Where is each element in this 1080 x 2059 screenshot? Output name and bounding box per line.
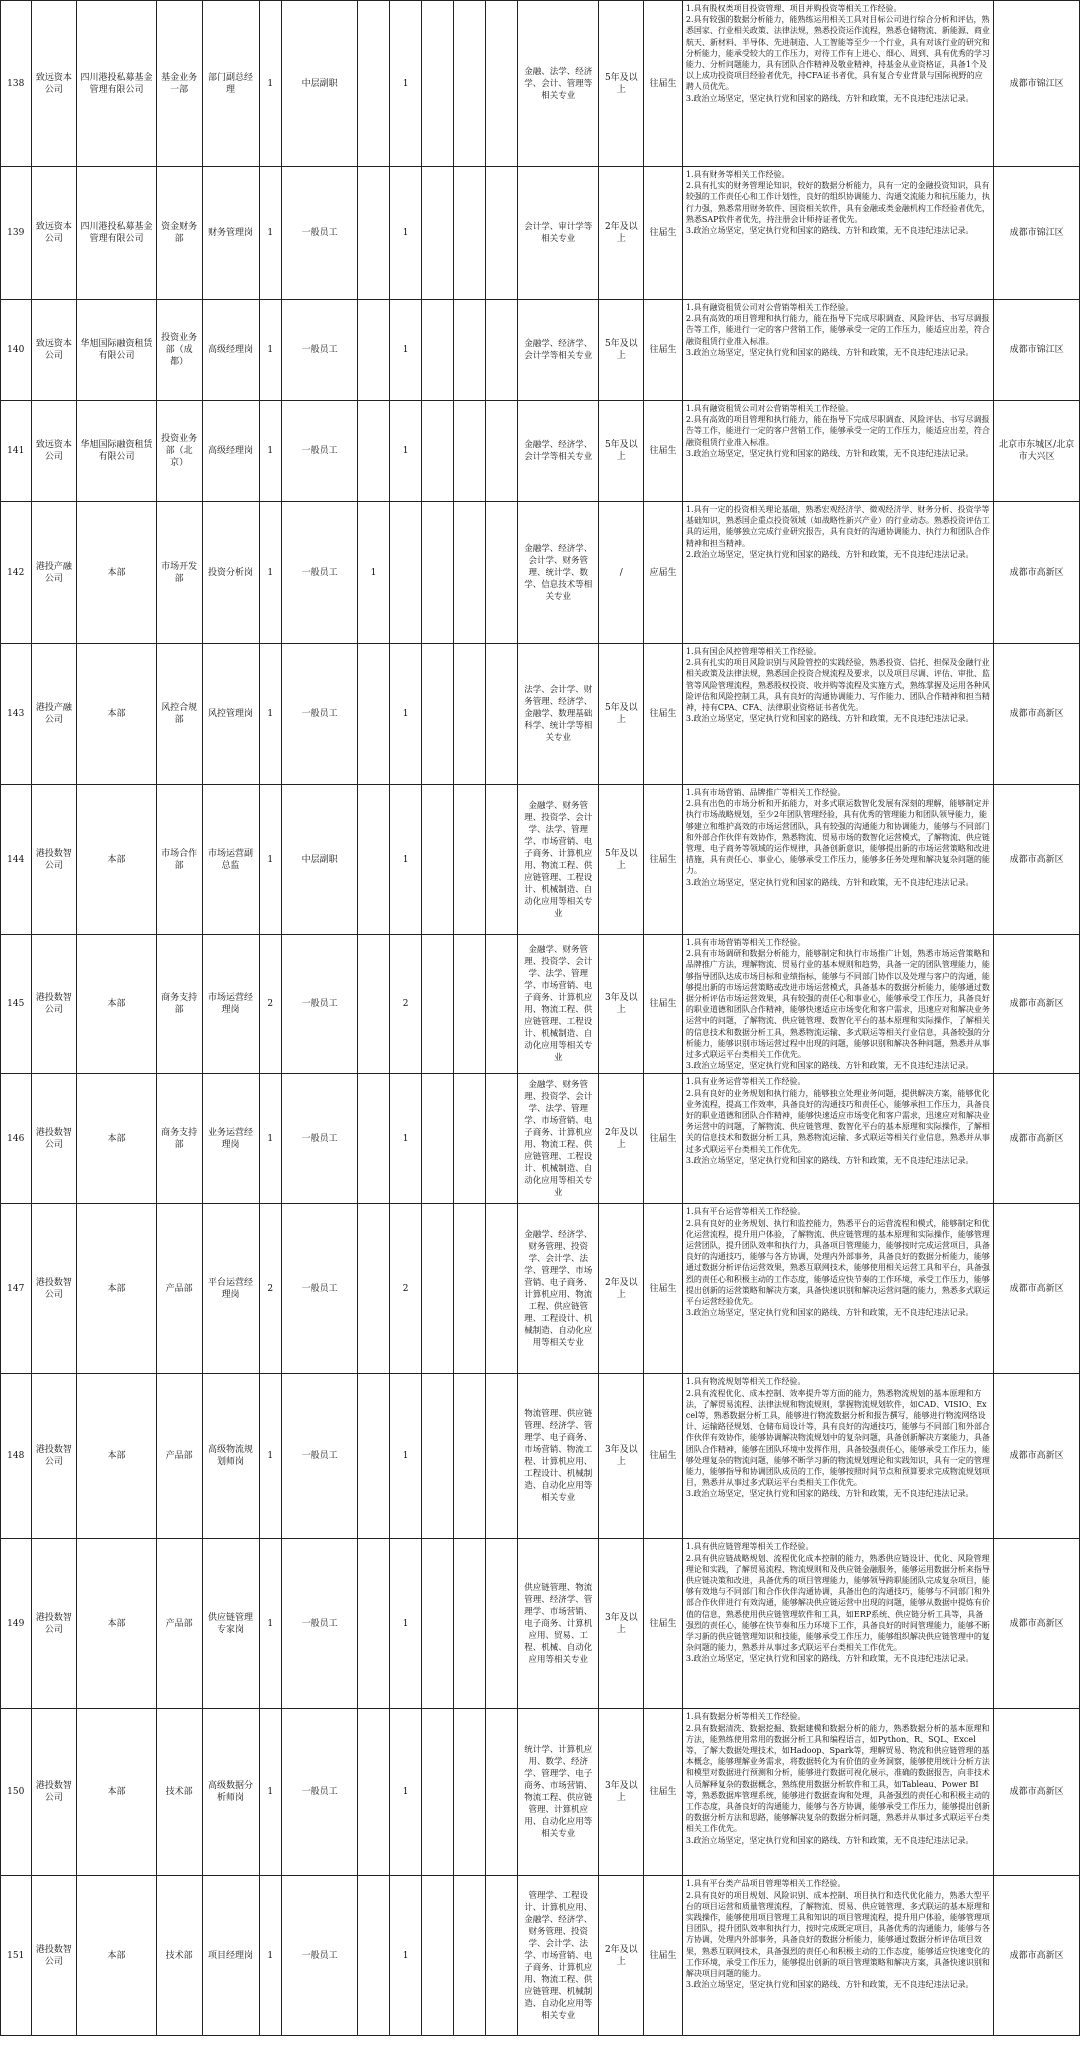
job-level: 一般员工 [281, 401, 357, 502]
work-location: 成都市高新区 [994, 1374, 1080, 1539]
requirement-line: 3.政治立场坚定，坚定执行党和国家的路线、方针和政策，无不良违纪违法记录。 [685, 1155, 974, 1165]
major-requirement: 金融学、财务管理、投资学、会计学、法学、管理学、市场营销、电子商务、计算机应用、物流工程、供应链管理、工程设计、机械制造、自动化应用等相关专业 [518, 785, 599, 935]
unit-name: 港投数智公司 [31, 935, 77, 1074]
table-row [1, 401, 1080, 502]
hire-count: 1 [259, 167, 281, 300]
job-requirements [682, 1876, 993, 2036]
count-col-2: 2 [389, 935, 422, 1074]
requirement-line: 1.具有供应链管理等相关工作经验。 [685, 1542, 814, 1552]
count-col-2: 1 [389, 644, 422, 785]
count-col-1 [358, 401, 390, 502]
graduate-type: 往届生 [644, 1539, 683, 1709]
department: 投资业务部（北京） [156, 401, 202, 502]
work-location: 成都市高新区 [994, 785, 1080, 935]
experience-requirement: 5年及以上 [599, 644, 644, 785]
requirement-line: 2.具有供应链战略规划、流程优化成本控制的能力，熟悉供应链设计、优化、风险管理理论和实践，了解贸易流程、物流规则和及供应链金融服务，能够运用数据分析来指导供应链决策和改进，具备优秀的项目管理能力，能够领导跨职能团队完成复杂项目，能够有效地与不同部门和合作伙伴沟通协调，具备出色的沟通技巧，能够与不同部门和外部合作伙伴进行有效沟通，能够解决供应链运营中出现的问题，能够从数据中提炼有价值的信息，熟悉使用供应链管理软件和工具，如ERP系统、供应链分析工具等，具备强烈的责任心，能够在快节奏和压力环境下工作，具备良好的时间管理能力，能够不断学习新的供应链管理知识和技能，能够承受工作压力，能够组织解决供应链管理中的复杂问题的能力，熟悉并从事过多式联运平台类相关工作优先。 [685, 1553, 990, 1653]
requirement-line: 3.政治立场坚定，坚定执行党和国家的路线、方针和政策，无不良违纪违法记录。 [685, 93, 974, 103]
position-name: 市场运营经理岗 [202, 935, 259, 1074]
row-number: 144 [1, 785, 32, 935]
requirement-line: 2.具有良好的业务规划、执行和监控能力，熟悉平台的运营流程和模式，能够制定和优化运营流程，提升用户体验，了解物流、供应链管理的基本原理和实际操作，能够管理运营团队，提升团队效率和执行力，具备项目管理能力，能够按时完成运营项目，具备良好的沟通技巧，能够与各方协调，处理内外部事务，具备良好的数据分析能力，能够通过数据分析评估运营效果，熟悉互联网技术，能够使用相关运营工具和平台，具备强烈的责任心和积极主动的工作态度，能够适应快节奏的工作环境，承受工作压力，能够提出创新的运营策略和解决方案，具备快速识别和解决运营问题的能力，熟悉多式联运平台运营经验优先。 [685, 1218, 990, 1307]
work-location: 成都市高新区 [994, 1709, 1080, 1876]
count-col-4 [453, 167, 486, 300]
row-number: 139 [1, 167, 32, 300]
count-col-4 [453, 401, 486, 502]
count-col-3 [422, 300, 454, 401]
graduate-type: 往届生 [644, 1374, 683, 1539]
graduate-type: 往届生 [644, 935, 683, 1074]
hire-count: 1 [259, 1, 281, 167]
requirement-line: 1.具有一定的投资相关理论基础，熟悉宏观经济学、微观经济学、财务分析、投资学等基础知识，熟悉国企重点投资领域（如战略性新兴产业）的行业动态。熟悉投资评估工具的运用，能够独立完成行业研究报告，具有良好的沟通协调能力、执行力和团队合作精神和担当精神。 [685, 505, 990, 548]
count-col-3 [422, 401, 454, 502]
table-row [1, 1374, 1080, 1539]
count-col-3 [422, 1074, 454, 1204]
count-col-1 [358, 1539, 390, 1709]
job-level: 一般员工 [281, 935, 357, 1074]
unit-name: 港投产融公司 [31, 644, 77, 785]
requirement-line: 3.政治立场坚定，坚定执行党和国家的路线、方针和政策，无不良违纪违法记录。 [685, 448, 974, 458]
count-col-4 [453, 502, 486, 644]
experience-requirement: 2年及以上 [599, 1204, 644, 1374]
table-row [1, 1876, 1080, 2036]
work-location: 成都市高新区 [994, 1204, 1080, 1374]
department: 产品部 [156, 1204, 202, 1374]
requirement-line: 3.政治立场坚定，坚定执行党和国家的路线、方针和政策，无不良违纪违法记录。 [685, 1308, 974, 1318]
row-number: 146 [1, 1074, 32, 1204]
department: 产品部 [156, 1539, 202, 1709]
count-col-5 [486, 1, 518, 167]
job-requirements [682, 401, 993, 502]
job-requirements [682, 785, 993, 935]
work-location: 成都市锦江区 [994, 300, 1080, 401]
requirement-line: 1.具有财务等相关工作经验。 [685, 170, 790, 179]
count-col-2: 1 [389, 1, 422, 167]
work-location: 成都市高新区 [994, 935, 1080, 1074]
job-level: 一般员工 [281, 1204, 357, 1374]
requirement-line: 3.政治立场坚定，坚定执行党和国家的路线、方针和政策，无不良违纪违法记录。 [685, 1654, 974, 1664]
count-col-1 [358, 167, 390, 300]
count-col-1 [358, 644, 390, 785]
row-number: 143 [1, 644, 32, 785]
experience-requirement: 3年及以上 [599, 1539, 644, 1709]
count-col-3 [422, 644, 454, 785]
hire-count: 1 [259, 785, 281, 935]
unit-name: 港投数智公司 [31, 1709, 77, 1876]
position-name: 高级经理岗 [202, 401, 259, 502]
table-row [1, 300, 1080, 401]
company-name: 本部 [77, 1539, 156, 1709]
requirement-line: 1.具有业务运营等相关工作经验。 [685, 1077, 806, 1087]
major-requirement: 金融学、经济学、会计学等相关专业 [518, 300, 599, 401]
job-requirements [682, 1, 993, 167]
requirement-line: 3.政治立场坚定，坚定执行党和国家的路线、方针和政策，无不良违纪违法记录。 [685, 1489, 974, 1499]
job-requirements [682, 1204, 993, 1374]
hire-count: 1 [259, 502, 281, 644]
job-requirements [682, 1374, 993, 1539]
department: 产品部 [156, 1374, 202, 1539]
count-col-4 [453, 1, 486, 167]
count-col-2 [389, 502, 422, 644]
experience-requirement: 2年及以上 [599, 1074, 644, 1204]
requirement-line: 3.政治立场坚定，坚定执行党和国家的路线、方针和政策，无不良违纪违法记录。 [685, 226, 974, 236]
job-level: 一般员工 [281, 1074, 357, 1204]
graduate-type: 往届生 [644, 167, 683, 300]
hire-count: 1 [259, 1539, 281, 1709]
row-number: 141 [1, 401, 32, 502]
company-name: 本部 [77, 1709, 156, 1876]
count-col-4 [453, 644, 486, 785]
position-name: 财务管理岗 [202, 167, 259, 300]
requirement-line: 3.政治立场坚定，坚定执行党和国家的路线、方针和政策，无不良违纪违法记录。 [685, 877, 974, 887]
job-requirements [682, 644, 993, 785]
company-name: 本部 [77, 644, 156, 785]
row-number: 149 [1, 1539, 32, 1709]
count-col-5 [486, 785, 518, 935]
department: 市场合作部 [156, 785, 202, 935]
position-name: 业务运营经理岗 [202, 1074, 259, 1204]
count-col-2: 1 [389, 1876, 422, 2036]
count-col-4 [453, 1204, 486, 1374]
unit-name: 港投数智公司 [31, 1876, 77, 2036]
count-col-3 [422, 167, 454, 300]
department: 商务支持部 [156, 1074, 202, 1204]
graduate-type: 往届生 [644, 1074, 683, 1204]
company-name: 本部 [77, 1374, 156, 1539]
job-requirements [682, 502, 993, 644]
major-requirement: 金融学、财务管理、投资学、会计学、法学、管理学、市场营销、电子商务、计算机应用、物流工程、供应链管理、工程设计、机械制造、自动化应用等相关专业 [518, 935, 599, 1074]
position-name: 风控管理岗 [202, 644, 259, 785]
row-number: 150 [1, 1709, 32, 1876]
company-name: 本部 [77, 502, 156, 644]
count-col-1 [358, 1374, 390, 1539]
graduate-type: 应届生 [644, 502, 683, 644]
hire-count: 1 [259, 1374, 281, 1539]
requirement-line: 2.具有流程优化、成本控制、效率提升等方面的能力，熟悉物流规划的基本原理和方法，了解贸易流程、法律法规和物流规则，掌握物流规划软件，如CAD、VISIO、Excel等，熟悉数据分析工具，能够进行物流数据分析和报告撰写，能够进行物流网络设计、运输路径规划、仓储布局设计等，具有良好的沟通技巧，能够与不同部门和外部合作伙伴有效协作，能够协调解决物流规划中的复杂问题，具备创新解决方案能力，具备团队合作精神，能够在团队环境中发挥作用，具备较强责任心，能够承受工作压力，能够处理复杂的物流问题，能够不断学习新的物流规划理论和实践知识，具有一定的管理能力，能够指导和协调团队成员的工作，能够按照时间节点和预算要求完成物流规划项目，熟悉并从事过多式联运平台类相关工作优先。 [685, 1388, 990, 1488]
count-col-3 [422, 935, 454, 1074]
job-requirements [682, 167, 993, 300]
count-col-2: 1 [389, 300, 422, 401]
table-row [1, 502, 1080, 644]
job-level: 中层副职 [281, 785, 357, 935]
experience-requirement: 2年及以上 [599, 167, 644, 300]
count-col-4 [453, 1539, 486, 1709]
department: 基金业务一部 [156, 1, 202, 167]
job-level: 一般员工 [281, 1876, 357, 2036]
unit-name: 致远资本公司 [31, 167, 77, 300]
graduate-type: 往届生 [644, 1204, 683, 1374]
unit-name: 港投数智公司 [31, 1074, 77, 1204]
work-location: 成都市高新区 [994, 1074, 1080, 1204]
department: 风控合规部 [156, 644, 202, 785]
hire-count: 1 [259, 1709, 281, 1876]
count-col-1 [358, 300, 390, 401]
count-col-4 [453, 300, 486, 401]
count-col-1 [358, 1204, 390, 1374]
position-name: 高级物流规划师岗 [202, 1374, 259, 1539]
department: 市场开发部 [156, 502, 202, 644]
hire-count: 1 [259, 1876, 281, 2036]
unit-name: 港投数智公司 [31, 1539, 77, 1709]
row-number: 148 [1, 1374, 32, 1539]
requirement-line: 1.具有股权类项目投资管理、项目并购投资等相关工作经验。 [685, 4, 902, 13]
position-name: 部门副总经理 [202, 1, 259, 167]
table-body [1, 1, 1080, 2036]
position-name: 高级经理岗 [202, 300, 259, 401]
requirement-line: 1.具有市场营销、品牌推广等相关工作经验。 [685, 788, 846, 797]
count-col-1 [358, 1709, 390, 1876]
count-col-5 [486, 1709, 518, 1876]
major-requirement: 会计学、审计学等相关专业 [518, 167, 599, 300]
requirement-line: 2.具有扎实的项目风险识别与风险管控的实践经验，熟悉投资、信托、担保及金融行业相关政策及法律法规，熟悉国企投资合规流程及要求，以及项目尽调、评估、审批、监管等风险管理流程，熟悉股权投资、收并购等流程及实施方式，熟练掌握及运用各种风险评估和风险控制工具，具有良好的沟通协调能力、写作能力、团队合作精神和担当精神，持有CPA、CFA、法律职业资格证书者优先。 [685, 658, 990, 713]
job-requirements [682, 1074, 993, 1204]
company-name: 四川港投私募基金管理有限公司 [77, 167, 156, 300]
table-row [1, 644, 1080, 785]
requirement-line: 1.具有数据分析等相关工作经验。 [685, 1712, 806, 1722]
job-level: 一般员工 [281, 502, 357, 644]
major-requirement: 统计学、计算机应用、数学、经济学、管理学、电子商务、市场营销、物流工程、供应链管理、计算机应用、自动化应用等相关专业 [518, 1709, 599, 1876]
hire-count: 1 [259, 401, 281, 502]
requirement-line: 2.政治立场坚定，坚定执行党和国家的路线、方针和政策，无不良违纪违法记录。 [685, 549, 974, 559]
count-col-4 [453, 1374, 486, 1539]
company-name: 四川港投私募基金管理有限公司 [77, 1, 156, 167]
job-level: 中层副职 [281, 1, 357, 167]
company-name: 本部 [77, 1876, 156, 2036]
unit-name: 港投产融公司 [31, 502, 77, 644]
count-col-2: 1 [389, 401, 422, 502]
count-col-1 [358, 935, 390, 1074]
requirement-line: 2.具有市场调研和数据分析能力，能够制定和执行市场推广计划，熟悉市场运营策略和品牌推广方法，理解物流、贸易行业的基本规则和趋势，具备一定的团队管理能力，能够指导团队达成市场目标和业绩指标，能够与不同部门协作以及处理与客户的沟通，能够提出新的市场运营策略或改进市场运营模式，具备基本的数据分析能力，能够通过数据分析评估市场运营效果，具有较强的责任心和事业心，能够承受工作压力，具备良好的职业道德和团队合作精神，能够快速适应市场变化和客户需求，迅速应对和解决业务运营中的问题，了解物流、供应链管理、数智化平台的基本原理和实际操作，了解相关的信息技术和数据分析工具，熟悉物流运输、多式联运等相关行业信息，具备较强的分析能力，能够识别市场运营过程中出现的问题，能够识别和解决各种问题，熟悉并从事过多式联运平台类相关工作优先。 [685, 949, 990, 1060]
major-requirement: 管理学、工程设计、计算机应用、金融学、经济学、财务管理、投资学、会计学、法学、市场营销、电子商务、计算机应用、物流工程、供应链管理、机械制造、自动化应用等相关专业 [518, 1876, 599, 2036]
work-location: 成都市高新区 [994, 1539, 1080, 1709]
count-col-4 [453, 1876, 486, 2036]
job-level: 一般员工 [281, 644, 357, 785]
experience-requirement: 2年及以上 [599, 1876, 644, 2036]
job-level: 一般员工 [281, 1709, 357, 1876]
position-name: 市场运营副总监 [202, 785, 259, 935]
count-col-3 [422, 502, 454, 644]
graduate-type: 往届生 [644, 401, 683, 502]
job-requirements [682, 1709, 993, 1876]
table-row [1, 1074, 1080, 1204]
count-col-5 [486, 300, 518, 401]
row-number: 140 [1, 300, 32, 401]
count-col-4 [453, 1709, 486, 1876]
major-requirement: 金融、法学、经济学、会计、管理等相关专业 [518, 1, 599, 167]
requirement-line: 2.具有扎实的财务管理论知识，较好的数据分析能力，具有一定的金融投资知识，具有较强的工作责任心和工作计划性，良好的组织协调能力、沟通交流能力和抗压能力，执行力强，熟悉常用财务软件、国资相关软件，具有金融或类金融机构工作经验者优先，熟悉SAP软件者优先，持注册会计师持证者优先。 [685, 181, 990, 224]
requirement-line: 1.具有融资租赁公司对公营销等相关工作经验。 [685, 404, 854, 413]
row-number: 145 [1, 935, 32, 1074]
requirement-line: 3.政治立场坚定，坚定执行党和国家的路线、方针和政策，无不良违纪违法记录。 [685, 714, 974, 724]
position-name: 项目经理岗 [202, 1876, 259, 2036]
count-col-5 [486, 401, 518, 502]
count-col-2: 2 [389, 1204, 422, 1374]
unit-name: 港投数智公司 [31, 1374, 77, 1539]
requirement-line: 1.具有物流规划等相关工作经验。 [685, 1377, 806, 1387]
hire-count: 2 [259, 935, 281, 1074]
major-requirement: 供应链管理、物流管理、经济学、管理学、市场营销、电子商务、计算机应用、贸易、工程、机械、自动化应用等相关专业 [518, 1539, 599, 1709]
count-col-3 [422, 1539, 454, 1709]
experience-requirement: 5年及以上 [599, 401, 644, 502]
count-col-2: 1 [389, 167, 422, 300]
count-col-1 [358, 785, 390, 935]
requirement-line: 3.政治立场坚定，坚定执行党和国家的路线、方针和政策，无不良违纪违法记录。 [685, 1980, 974, 1990]
requirement-line: 3.政治立场坚定，坚定执行党和国家的路线、方针和政策，无不良违纪违法记录。 [685, 1835, 974, 1845]
job-level: 一般员工 [281, 167, 357, 300]
department: 投资业务部（成都） [156, 300, 202, 401]
table-row [1, 167, 1080, 300]
count-col-5 [486, 644, 518, 785]
unit-name: 致远资本公司 [31, 401, 77, 502]
count-col-5 [486, 1374, 518, 1539]
count-col-2: 1 [389, 785, 422, 935]
company-name: 华旭国际融资租赁有限公司 [77, 300, 156, 401]
count-col-2: 1 [389, 1374, 422, 1539]
major-requirement: 物流管理、供应链管理、经济学、管理学、电子商务、市场营销、物流工程、计算机应用、工程设计、机械制造、自动化应用等相关专业 [518, 1374, 599, 1539]
company-name: 华旭国际融资租赁有限公司 [77, 401, 156, 502]
count-col-5 [486, 1204, 518, 1374]
work-location: 成都市高新区 [994, 644, 1080, 785]
count-col-5 [486, 1539, 518, 1709]
count-col-5 [486, 1074, 518, 1204]
count-col-3 [422, 785, 454, 935]
table-row [1, 1709, 1080, 1876]
major-requirement: 金融学、经济学、会计学等相关专业 [518, 401, 599, 502]
count-col-1 [358, 1876, 390, 2036]
job-requirements [682, 1539, 993, 1709]
job-level: 一般员工 [281, 1539, 357, 1709]
count-col-1: 1 [358, 502, 390, 644]
requirement-line: 3.政治立场坚定，坚定执行党和国家的路线、方针和政策，无不良违纪违法记录。 [685, 347, 974, 357]
position-name: 投资分析岗 [202, 502, 259, 644]
unit-name: 致远资本公司 [31, 1, 77, 167]
requirement-line: 2.具有出色的市场分析和开拓能力，对多式联运数智化发展有深刻的理解，能够制定并执行市场战略规划，至少2年团队管理经验，具有优秀的管理能力和团队领导能力，能够建立和维护高效的市场运营团队，具有较强的沟通能力和协调能力，能够与不同部门和外部合作伙伴有效协作，熟悉物流、贸易市场的数智化运营模式，了解物流、供应链管理、电子商务等领域的运作规律，具备创新意识，能够提出新的市场运营策略和改进措施，具有责任心、事业心，能够承受工作压力，能够多任务处理和解决复杂问题的能力。 [685, 799, 990, 876]
table-row [1, 1, 1080, 167]
count-col-3 [422, 1876, 454, 2036]
hire-count: 1 [259, 1074, 281, 1204]
count-col-2: 1 [389, 1709, 422, 1876]
count-col-5 [486, 935, 518, 1074]
count-col-3 [422, 1, 454, 167]
requirement-line: 2.具有高效的项目管理和执行能力，能在指导下完成尽职调查、风险评估、书写尽调报告等工作，能进行一定的客户营销工作，能够承受一定的工作压力，能适应出差，符合融资租赁行业准入标准。 [685, 415, 990, 447]
experience-requirement: 3年及以上 [599, 1374, 644, 1539]
requirement-line: 1.具有国企风控管理等相关工作经验。 [685, 647, 822, 656]
unit-name: 港投数智公司 [31, 785, 77, 935]
count-col-4 [453, 1074, 486, 1204]
requirement-line: 1.具有融资租赁公司对公营销等相关工作经验。 [685, 303, 854, 312]
department: 技术部 [156, 1876, 202, 2036]
count-col-3 [422, 1709, 454, 1876]
company-name: 本部 [77, 1204, 156, 1374]
count-col-1 [358, 1074, 390, 1204]
work-location: 成都市锦江区 [994, 1, 1080, 167]
major-requirement: 金融学、财务管理、投资学、会计学、法学、管理学、市场营销、电子商务、计算机应用、物流工程、供应链管理、工程设计、机械制造、自动化应用等相关专业 [518, 1074, 599, 1204]
requirement-line: 2.具有较强的数据分析能力，能熟练运用相关工具对目标公司进行综合分析和评估，熟悉国家、行业相关政策、法律法规，熟悉投资运作流程，熟悉仓储物流、新能源、商业航天、新材料、半导体、先进制造、人工智能等至少一个行业，具有对该行业的研究和分析能力，能承受较大的工作压力，对待工作有上进心、细心、周到、具有优秀的学习能力、分析问题能力，具有团队合作精神及敬业精神，持基金从业资格证，具备1个及以上成功投资项目经验者优先，持CFA证书者优，具有复合专业背景与国际视野的应聘人员优先。 [685, 15, 990, 92]
experience-requirement: 5年及以上 [599, 785, 644, 935]
position-name: 高级数据分析师岗 [202, 1709, 259, 1876]
experience-requirement: 3年及以上 [599, 935, 644, 1074]
graduate-type: 往届生 [644, 785, 683, 935]
count-col-2: 1 [389, 1539, 422, 1709]
graduate-type: 往届生 [644, 1709, 683, 1876]
graduate-type: 往届生 [644, 1, 683, 167]
row-number: 142 [1, 502, 32, 644]
requirement-line: 3.政治立场坚定，坚定执行党和国家的路线、方针和政策，无不良违纪违法记录。 [685, 1061, 974, 1071]
requirement-line: 1.具有平台运营等相关工作经验。 [685, 1207, 806, 1217]
row-number: 147 [1, 1204, 32, 1374]
department: 技术部 [156, 1709, 202, 1876]
count-col-2: 1 [389, 1074, 422, 1204]
requirement-line: 2.具有良好的业务规划和执行能力，能够独立处理业务问题，提供解决方案，能够优化业务流程，提高工作效率，具备良好的沟通技巧和责任心，能够承担工作压力，具备良好的职业道德和团队合作精神，能够快速适应市场变化和客户需求，迅速应对和解决业务运营中的问题，了解物流、供应链管理、数智化平台的基本原理和实际操作，了解相关的信息技术和数据分析工具，熟悉物流运输、多式联运等相关行业信息，熟悉并从事过多式联运平台类相关工作优先。 [685, 1088, 990, 1154]
experience-requirement: 3年及以上 [599, 1709, 644, 1876]
company-name: 本部 [77, 785, 156, 935]
count-col-5 [486, 502, 518, 644]
requirement-line: 2.具有高效的项目管理和执行能力，能在指导下完成尽职调查、风险评估、书写尽调报告等工作，能进行一定的客户营销工作，能够承受一定的工作压力，能适应出差，符合融资租赁行业准入标准。 [685, 314, 990, 346]
job-requirements [682, 935, 993, 1074]
graduate-type: 往届生 [644, 1876, 683, 2036]
position-name: 平台运营经理岗 [202, 1204, 259, 1374]
experience-requirement: 5年及以上 [599, 1, 644, 167]
row-number: 151 [1, 1876, 32, 2036]
table-row [1, 935, 1080, 1074]
major-requirement: 金融学、经济学、财务管理、投资学、会计学、法学、管理学、市场营销、电子商务、计算机应用、物流工程、供应链管理、工程设计、机械制造、自动化应用等相关专业 [518, 1204, 599, 1374]
graduate-type: 往届生 [644, 300, 683, 401]
count-col-4 [453, 935, 486, 1074]
unit-name: 港投数智公司 [31, 1204, 77, 1374]
count-col-3 [422, 1374, 454, 1539]
department: 资金财务部 [156, 167, 202, 300]
count-col-4 [453, 785, 486, 935]
experience-requirement: 5年及以上 [599, 300, 644, 401]
hire-count: 1 [259, 300, 281, 401]
major-requirement: 法学、会计学、财务管理、经济学、金融学、数理基础科学、统计学等相关专业 [518, 644, 599, 785]
requirement-line: 2.具有良好的项目规划、风险识别、成本控制、项目执行和迭代优化能力，熟悉大型平台的项目运营和质量管理流程，了解物流、贸易、供应链管理、多式联运的基本原理和实践操作，能够使用项目管理工具和知识的项目管理流程，提升用户体验，能够管理项目团队，提升团队效率和执行力，按时完成既定项目，具备优秀的沟通能力，能够与各方协调，处理内外部事务，具备良好的数据分析能力，能够通过数据分析评估项目效果，熟悉互联网技术，具备强烈的责任心和积极主动的工作态度，能够适应快速变化的工作环境，承受工作压力，能够提出创新的项目管理策略和解决方案，具备快速识别和解决项目问题的能力。 [685, 1890, 990, 1979]
table-row [1, 785, 1080, 935]
requirement-line: 1.具有市场营销等相关工作经验。 [685, 938, 806, 947]
work-location: 成都市高新区 [994, 1876, 1080, 2036]
unit-name: 致远资本公司 [31, 300, 77, 401]
requirement-line: 1.具有平台类产品项目管理等相关工作经验。 [685, 1879, 846, 1889]
company-name: 本部 [77, 935, 156, 1074]
company-name: 本部 [77, 1074, 156, 1204]
job-level: 一般员工 [281, 1374, 357, 1539]
position-name: 供应链管理专家岗 [202, 1539, 259, 1709]
work-location: 成都市高新区 [994, 502, 1080, 644]
department: 商务支持部 [156, 935, 202, 1074]
table-row [1, 1539, 1080, 1709]
work-location: 北京市东城区/北京市大兴区 [994, 401, 1080, 502]
requirement-line: 2.具有数据清洗、数据挖掘、数据建模和数据分析的能力，熟悉数据分析的基本原理和方法，能熟练使用常用的数据分析工具和编程语言，如Python、R、SQL、Excel等，了解大数据处理技术，如Hadoop、Spark等，理解贸易、物流和供应链管理的基本概念，能够理解业务需求，将数据转化为有价值的业务洞察，能够使用统计分析方法和模型对数据进行预测和分析，能够进行数据可视化展示，准确的数据报告，向非技术人员解释复杂的数据概念，熟练使用数据分析软件和工具，如Tableau、Power BI等，熟悉数据库管理系统，能够进行数据查询和处理，具备强烈的责任心和积极主动的工作态度，具备良好的沟通能力，能够与各方协调，能够承受工作压力，能够提出创新的数据分析方法和思路，能够解决复杂的数据分析问题，熟悉并从事过多式联运平台类相关工作优先。 [685, 1723, 990, 1834]
job-requirements [682, 300, 993, 401]
job-level: 一般员工 [281, 300, 357, 401]
count-col-3 [422, 1204, 454, 1374]
work-location: 成都市锦江区 [994, 167, 1080, 300]
row-number: 138 [1, 1, 32, 167]
graduate-type: 往届生 [644, 644, 683, 785]
hire-count: 1 [259, 644, 281, 785]
table-row [1, 1204, 1080, 1374]
count-col-5 [486, 167, 518, 300]
hire-count: 2 [259, 1204, 281, 1374]
experience-requirement: / [599, 502, 644, 644]
major-requirement: 金融学、经济学、会计学、财务管理、统计学、数学、信息技术等相关专业 [518, 502, 599, 644]
count-col-1 [358, 1, 390, 167]
count-col-5 [486, 1876, 518, 2036]
